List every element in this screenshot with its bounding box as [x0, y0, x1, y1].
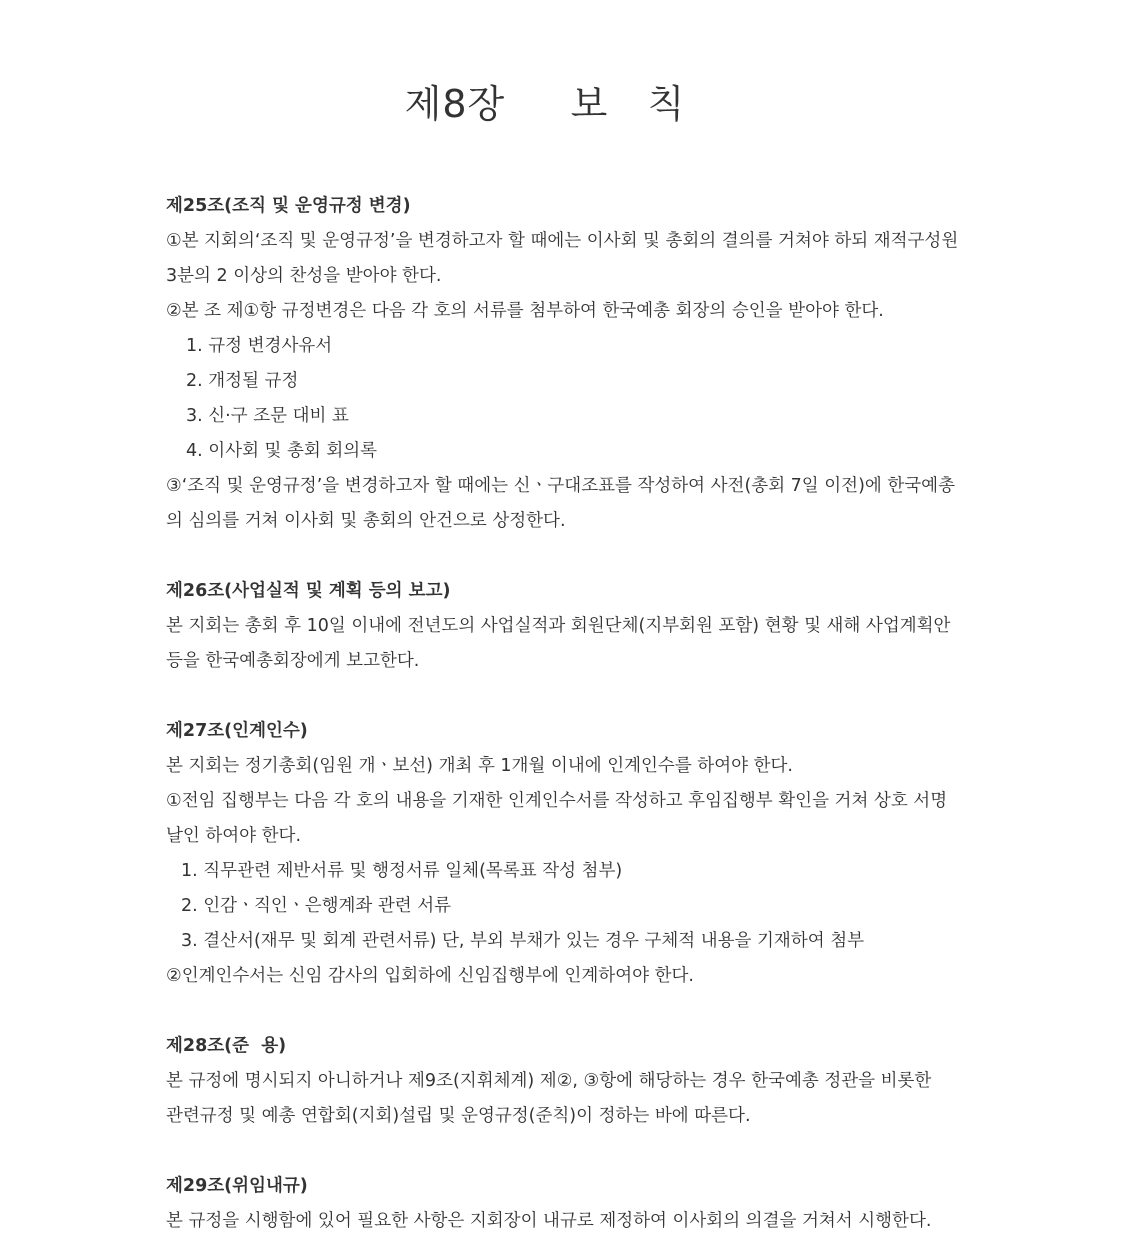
article-27 — [166, 714, 966, 994]
list-item: 2. 개정될 규정 — [186, 371, 299, 391]
article-heading: 제29조(위임내규) — [166, 1176, 308, 1196]
paragraph-line: ②본 조 제①항 규정변경은 다음 각 호의 서류를 첨부하여 한국예총 회장의 승인을 받아야 한다. — [166, 301, 884, 321]
paragraph-line: 등을 한국예총회장에게 보고한다. — [166, 651, 420, 671]
paragraph-line: ③‘조직 및 운영규정’을 변경하고자 할 때에는 신ㆍ구대조표를 작성하여 사전(총회 7일 이전)에 한국예총 — [166, 476, 955, 496]
article-26 — [166, 574, 966, 679]
paragraph-line: 본 규정을 시행함에 있어 필요한 사항은 지회장이 내규로 제정하여 이사회의 의결을 거쳐서 시행한다. — [166, 1211, 932, 1231]
list-item: 2. 인감ㆍ직인ㆍ은행계좌 관련 서류 — [181, 896, 452, 916]
spacer — [166, 1134, 966, 1169]
paragraph-line: ①본 지회의‘조직 및 운영규정’을 변경하고자 할 때에는 이사회 및 총회의 결의를 거쳐야 하되 재적구성원 — [166, 231, 959, 251]
spacer — [166, 539, 966, 574]
spacer — [166, 994, 966, 1029]
list-item: 1. 규정 변경사유서 — [186, 336, 333, 356]
list-item: 3. 신·구 조문 대비 표 — [186, 406, 349, 426]
document-body — [166, 189, 966, 1239]
paragraph-line: 의 심의를 거쳐 이사회 및 총회의 안건으로 상정한다. — [166, 511, 566, 531]
paragraph-line: 본 규정에 명시되지 아니하거나 제9조(지휘체계) 제②, ③항에 해당하는 경우 한국예총 정관을 비롯한 — [166, 1071, 932, 1091]
paragraph-line: 관련규정 및 예총 연합회(지회)설립 및 운영규정(준칙)이 정하는 바에 따른다. — [166, 1106, 751, 1126]
chapter-title: 제8장 보 칙 — [404, 82, 686, 126]
spacer — [166, 679, 966, 714]
paragraph-line: 본 지회는 정기총회(임원 개ㆍ보선) 개최 후 1개월 이내에 인계인수를 하여야 한다. — [166, 756, 793, 776]
list-item: 4. 이사회 및 총회 회의록 — [186, 441, 378, 461]
list-item: 1. 직무관련 제반서류 및 행정서류 일체(목록표 작성 첨부) — [181, 861, 623, 881]
paragraph-line: 3분의 2 이상의 찬성을 받아야 한다. — [166, 266, 442, 286]
article-29 — [166, 1169, 966, 1239]
paragraph-line: ①전임 집행부는 다음 각 호의 내용을 기재한 인계인수서를 작성하고 후임집행부 확인을 거쳐 상호 서명 — [166, 791, 948, 811]
article-heading: 제27조(인계인수) — [166, 721, 308, 741]
list-item: 3. 결산서(재무 및 회계 관련서류) 단, 부외 부채가 있는 경우 구체적 내용을 기재하여 첨부 — [181, 931, 864, 951]
article-28 — [166, 1029, 966, 1134]
article-heading: 제28조(준 용) — [166, 1036, 287, 1056]
article-heading: 제25조(조직 및 운영규정 변경) — [166, 196, 411, 216]
paragraph-line: ②인계인수서는 신임 감사의 입회하에 신임집행부에 인계하여야 한다. — [166, 966, 694, 986]
article-25 — [166, 189, 966, 539]
paragraph-line: 본 지회는 총회 후 10일 이내에 전년도의 사업실적과 회원단체(지부회원 포함) 현황 및 새해 사업계획안 — [166, 616, 951, 636]
paragraph-line: 날인 하여야 한다. — [166, 826, 302, 846]
article-heading: 제26조(사업실적 및 계획 등의 보고) — [166, 581, 451, 601]
